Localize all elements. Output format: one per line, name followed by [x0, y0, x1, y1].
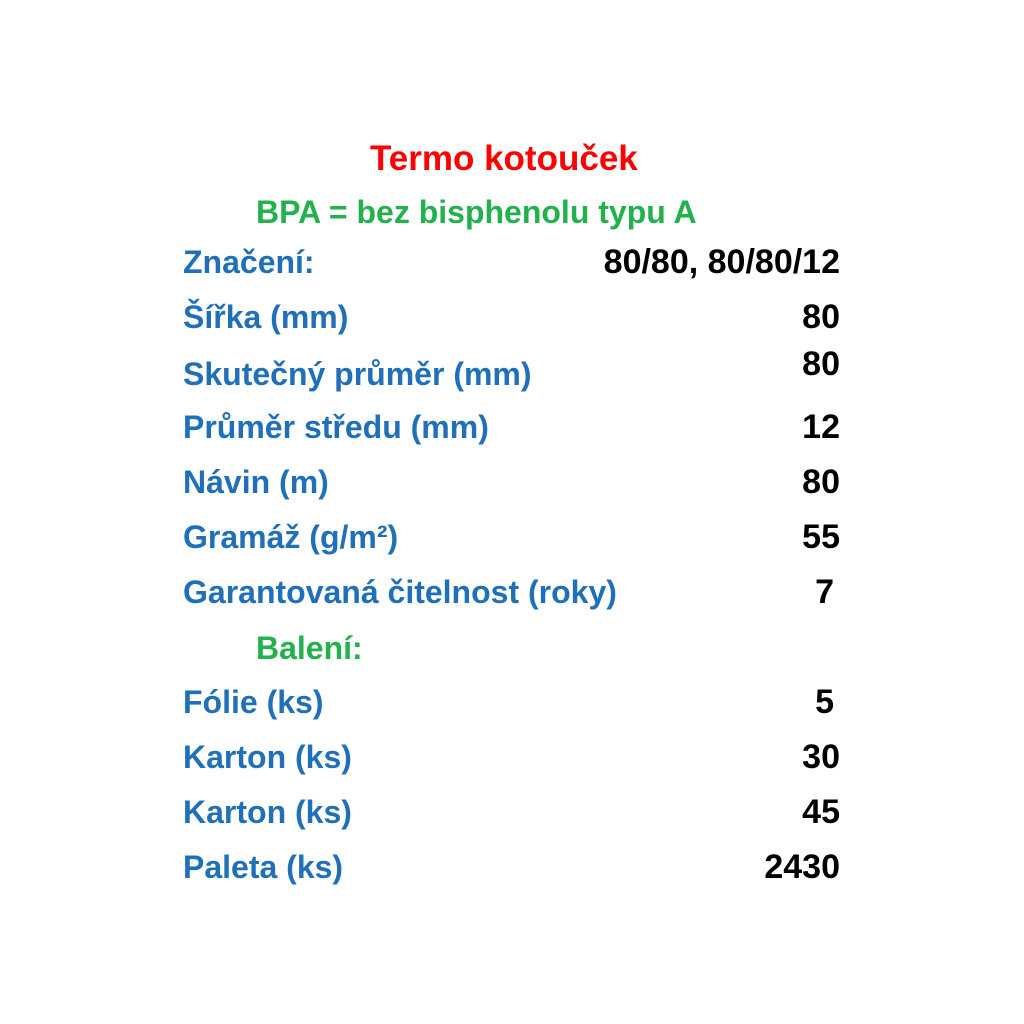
packaging-heading: Balení:	[256, 630, 363, 666]
packaging-value: 45	[802, 793, 840, 831]
spec-label: Šířka (mm)	[183, 299, 349, 335]
product-title: Termo kotouček	[370, 139, 638, 178]
spec-label: Gramáž (g/m²)	[183, 519, 399, 555]
spec-row-marking	[183, 242, 840, 282]
packaging-label: Karton (ks)	[183, 794, 352, 830]
packaging-value: 5	[815, 683, 834, 721]
packaging-label: Karton (ks)	[183, 739, 352, 775]
spec-value: 55	[802, 518, 840, 556]
spec-value: 80	[802, 345, 840, 383]
packaging-row-carton-small	[183, 737, 840, 777]
packaging-label: Paleta (ks)	[183, 849, 344, 885]
bpa-note: BPA = bez bisphenolu typu A	[256, 194, 697, 230]
spec-label: Návin (m)	[183, 464, 329, 500]
packaging-row-carton-large	[183, 792, 840, 832]
spec-row-diameter	[183, 345, 840, 392]
spec-label: Garantovaná čitelnost (roky)	[183, 574, 617, 610]
spec-value: 80	[802, 298, 840, 336]
packaging-row-foil	[183, 682, 840, 722]
packaging-label: Fólie (ks)	[183, 684, 324, 720]
spec-row-core-diameter	[183, 407, 840, 447]
spec-value: 12	[802, 408, 840, 446]
spec-row-legibility	[183, 572, 840, 612]
packaging-value: 30	[802, 738, 840, 776]
spec-label: Skutečný průměr (mm)	[183, 356, 532, 392]
spec-value: 7	[815, 573, 834, 611]
packaging-value: 2430	[764, 848, 840, 886]
spec-value: 80	[802, 463, 840, 501]
spec-row-width	[183, 297, 840, 337]
spec-label: Značení:	[183, 244, 315, 280]
packaging-row-pallet	[183, 847, 840, 887]
spec-row-grammage	[183, 517, 840, 557]
spec-label: Průměr středu (mm)	[183, 409, 489, 445]
spec-value: 80/80, 80/80/12	[603, 243, 840, 281]
spec-row-length	[183, 462, 840, 502]
